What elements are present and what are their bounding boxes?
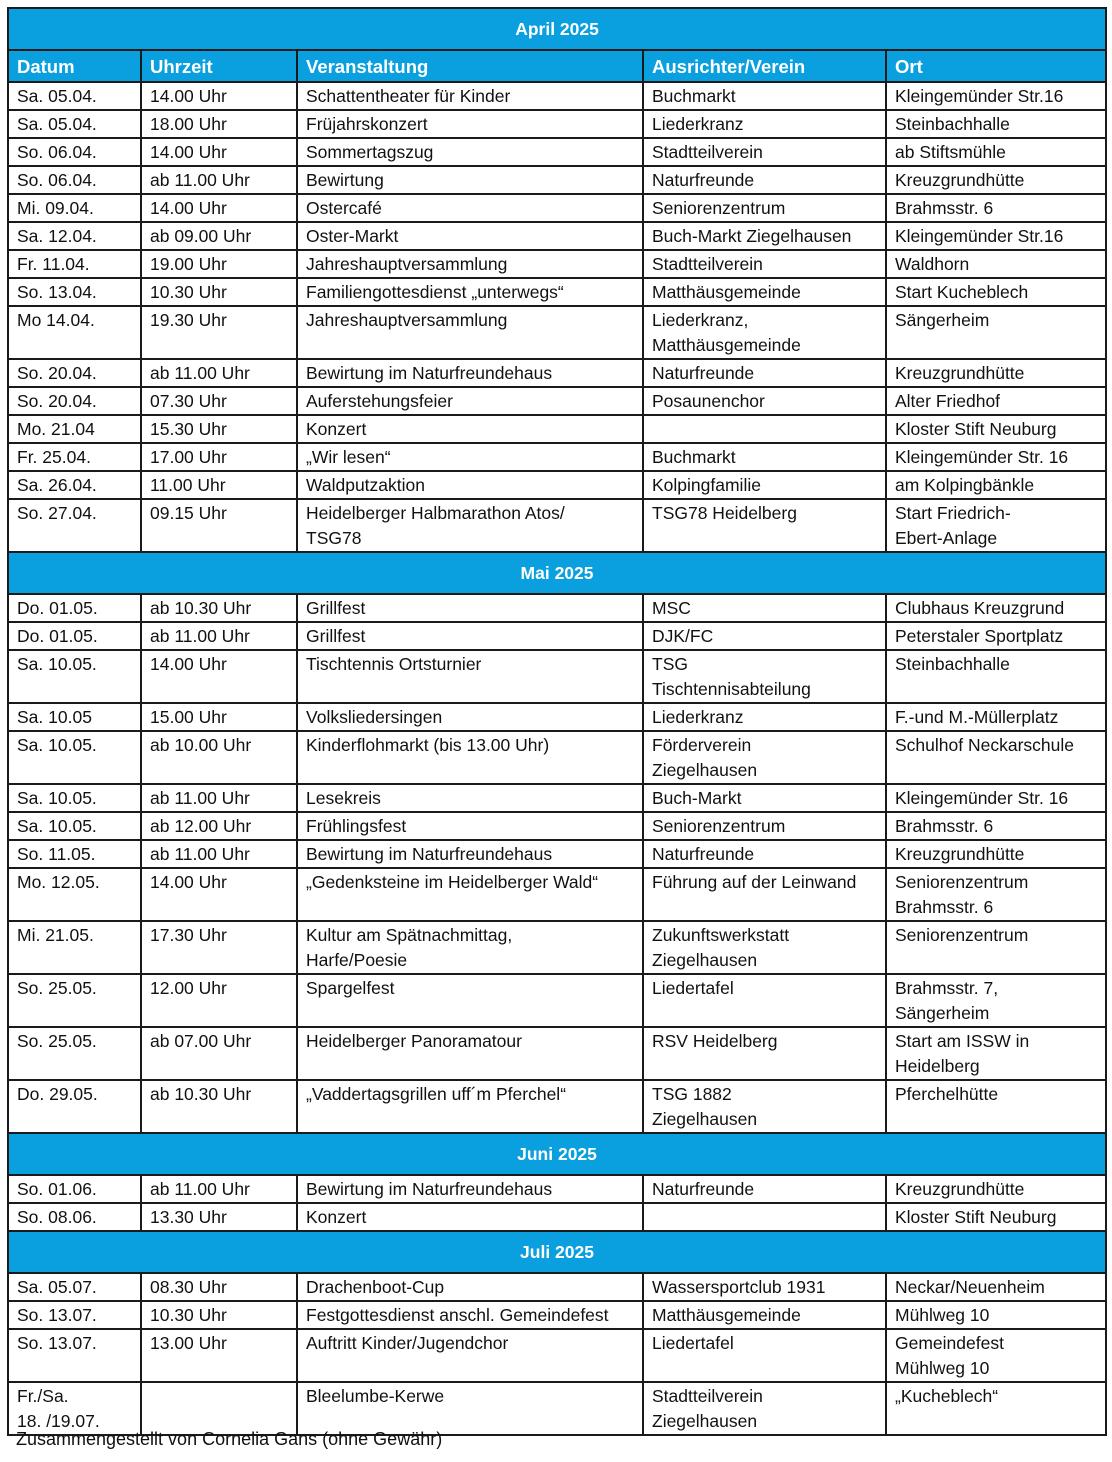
table-row (8, 387, 1106, 415)
event-cell: Ostercafé (297, 194, 643, 222)
table-row (8, 499, 1106, 552)
location-cell: Kloster Stift Neuburg (886, 415, 1106, 443)
organizer-cell: Naturfreunde (643, 840, 886, 868)
time-cell: ab 11.00 Uhr (141, 1175, 297, 1203)
date-cell: Sa. 05.04. (8, 82, 141, 110)
organizer-cell: MSC (643, 594, 886, 622)
event-cell: Auftritt Kinder/Jugendchor (297, 1329, 643, 1382)
date-cell: Mi. 21.05. (8, 921, 141, 974)
organizer-cell: Stadtteilverein Ziegelhausen (643, 1382, 886, 1435)
time-cell: 14.00 Uhr (141, 138, 297, 166)
table-row (8, 443, 1106, 471)
month-header-row (8, 8, 1106, 50)
organizer-cell: Buchmarkt (643, 82, 886, 110)
event-cell: Grillfest (297, 622, 643, 650)
time-cell: 14.00 Uhr (141, 868, 297, 921)
table-row (8, 359, 1106, 387)
location-cell: Brahmsstr. 6 (886, 194, 1106, 222)
date-cell: Fr. 11.04. (8, 250, 141, 278)
organizer-cell: Buchmarkt (643, 443, 886, 471)
table-row (8, 222, 1106, 250)
location-cell: Alter Friedhof (886, 387, 1106, 415)
location-cell: Kreuzgrundhütte (886, 1175, 1106, 1203)
column-header: Ort (886, 50, 1106, 82)
date-cell: So. 11.05. (8, 840, 141, 868)
organizer-cell: Matthäusgemeinde (643, 1301, 886, 1329)
time-cell: 15.30 Uhr (141, 415, 297, 443)
time-cell: 14.00 Uhr (141, 82, 297, 110)
event-cell: „Gedenksteine im Heidelberger Wald“ (297, 868, 643, 921)
table-row (8, 1301, 1106, 1329)
location-cell: Kleingemünder Str.16 (886, 82, 1106, 110)
date-cell: So. 13.07. (8, 1329, 141, 1382)
event-cell: Bewirtung im Naturfreundehaus (297, 359, 643, 387)
time-cell: 10.30 Uhr (141, 278, 297, 306)
table-row (8, 278, 1106, 306)
organizer-cell: Liederkranz, Matthäusgemeinde (643, 306, 886, 359)
organizer-cell: Naturfreunde (643, 359, 886, 387)
date-cell: So. 06.04. (8, 166, 141, 194)
organizer-cell: Buch-Markt Ziegelhausen (643, 222, 886, 250)
time-cell: 14.00 Uhr (141, 194, 297, 222)
month-header-row (8, 1133, 1106, 1175)
table-row (8, 1273, 1106, 1301)
month-title: Juli 2025 (8, 1231, 1106, 1273)
table-row (8, 1203, 1106, 1231)
date-cell: Sa. 10.05 (8, 703, 141, 731)
date-cell: Mi. 09.04. (8, 194, 141, 222)
date-cell: Do. 01.05. (8, 594, 141, 622)
event-cell: Kultur am Spätnachmittag, Harfe/Poesie (297, 921, 643, 974)
date-cell: Fr. 25.04. (8, 443, 141, 471)
time-cell: ab 11.00 Uhr (141, 166, 297, 194)
location-cell: am Kolpingbänkle (886, 471, 1106, 499)
time-cell: 12.00 Uhr (141, 974, 297, 1027)
event-cell: Früjahrskonzert (297, 110, 643, 138)
table-row (8, 594, 1106, 622)
table-row (8, 82, 1106, 110)
time-cell: 18.00 Uhr (141, 110, 297, 138)
column-header: Veranstaltung (297, 50, 643, 82)
location-cell: Steinbachhalle (886, 650, 1106, 703)
location-cell: Brahmsstr. 7, Sängerheim (886, 974, 1106, 1027)
event-cell: Konzert (297, 415, 643, 443)
column-header: Uhrzeit (141, 50, 297, 82)
location-cell: Schulhof Neckarschule (886, 731, 1106, 784)
organizer-cell: Naturfreunde (643, 1175, 886, 1203)
event-cell: Frühlingsfest (297, 812, 643, 840)
event-calendar-table (7, 7, 1107, 1436)
time-cell: ab 10.30 Uhr (141, 1080, 297, 1133)
table-row (8, 250, 1106, 278)
time-cell: 19.00 Uhr (141, 250, 297, 278)
table-row (8, 1382, 1106, 1435)
time-cell: ab 11.00 Uhr (141, 784, 297, 812)
organizer-cell: Liederkranz (643, 703, 886, 731)
location-cell: Kreuzgrundhütte (886, 359, 1106, 387)
date-cell: Sa. 10.05. (8, 731, 141, 784)
date-cell: So. 08.06. (8, 1203, 141, 1231)
event-cell: „Vaddertagsgrillen uff´m Pferchel“ (297, 1080, 643, 1133)
location-cell: Kleingemünder Str.16 (886, 222, 1106, 250)
table-row (8, 868, 1106, 921)
month-header-row (8, 1231, 1106, 1273)
time-cell: ab 11.00 Uhr (141, 622, 297, 650)
table-row (8, 784, 1106, 812)
table-row (8, 1027, 1106, 1080)
event-cell: Heidelberger Halbmarathon Atos/ TSG78 (297, 499, 643, 552)
time-cell: ab 09.00 Uhr (141, 222, 297, 250)
table-row (8, 166, 1106, 194)
location-cell: Kloster Stift Neuburg (886, 1203, 1106, 1231)
event-cell: Bewirtung im Naturfreundehaus (297, 1175, 643, 1203)
location-cell: Steinbachhalle (886, 110, 1106, 138)
date-cell: Mo. 21.04 (8, 415, 141, 443)
location-cell: „Kucheblech“ (886, 1382, 1106, 1435)
table-row (8, 650, 1106, 703)
event-cell: Lesekreis (297, 784, 643, 812)
date-cell: So. 13.04. (8, 278, 141, 306)
organizer-cell: Stadtteilverein (643, 138, 886, 166)
time-cell: 13.30 Uhr (141, 1203, 297, 1231)
time-cell: ab 12.00 Uhr (141, 812, 297, 840)
date-cell: So. 06.04. (8, 138, 141, 166)
date-cell: So. 25.05. (8, 1027, 141, 1080)
date-cell: Mo 14.04. (8, 306, 141, 359)
date-cell: So. 20.04. (8, 359, 141, 387)
location-cell: Kleingemünder Str. 16 (886, 443, 1106, 471)
time-cell: 09.15 Uhr (141, 499, 297, 552)
location-cell: Start Friedrich- Ebert-Anlage (886, 499, 1106, 552)
time-cell: 17.00 Uhr (141, 443, 297, 471)
event-cell: Kinderflohmarkt (bis 13.00 Uhr) (297, 731, 643, 784)
organizer-cell: Posaunenchor (643, 387, 886, 415)
organizer-cell: Wassersportclub 1931 (643, 1273, 886, 1301)
time-cell: ab 10.00 Uhr (141, 731, 297, 784)
event-cell: Drachenboot-Cup (297, 1273, 643, 1301)
time-cell: ab 07.00 Uhr (141, 1027, 297, 1080)
location-cell: Start Kucheblech (886, 278, 1106, 306)
event-cell: Volksliedersingen (297, 703, 643, 731)
location-cell: Seniorenzentrum Brahmsstr. 6 (886, 868, 1106, 921)
table-row (8, 703, 1106, 731)
column-header: Ausrichter/Verein (643, 50, 886, 82)
organizer-cell: Kolpingfamilie (643, 471, 886, 499)
event-cell: Waldputzaktion (297, 471, 643, 499)
date-cell: Sa. 05.04. (8, 110, 141, 138)
time-cell: 10.30 Uhr (141, 1301, 297, 1329)
date-cell: So. 25.05. (8, 974, 141, 1027)
date-cell: Sa. 05.07. (8, 1273, 141, 1301)
time-cell: 14.00 Uhr (141, 650, 297, 703)
event-cell: Bewirtung (297, 166, 643, 194)
organizer-cell: DJK/FC (643, 622, 886, 650)
table-row (8, 1175, 1106, 1203)
table-row (8, 921, 1106, 974)
organizer-cell (643, 415, 886, 443)
date-cell: Sa. 10.05. (8, 650, 141, 703)
date-cell: Do. 01.05. (8, 622, 141, 650)
organizer-cell: TSG 1882 Ziegelhausen (643, 1080, 886, 1133)
event-cell: Bleelumbe-Kerwe (297, 1382, 643, 1435)
location-cell: Brahmsstr. 6 (886, 812, 1106, 840)
column-header-row (8, 50, 1106, 82)
table-row (8, 306, 1106, 359)
event-cell: Auferstehungsfeier (297, 387, 643, 415)
event-cell: Sommertagszug (297, 138, 643, 166)
time-cell: ab 11.00 Uhr (141, 359, 297, 387)
organizer-cell: TSG Tischtennisabteilung (643, 650, 886, 703)
organizer-cell: Liedertafel (643, 974, 886, 1027)
date-cell: Mo. 12.05. (8, 868, 141, 921)
event-cell: Tischtennis Ortsturnier (297, 650, 643, 703)
date-cell: So. 01.06. (8, 1175, 141, 1203)
event-cell: Grillfest (297, 594, 643, 622)
organizer-cell: Seniorenzentrum (643, 812, 886, 840)
date-cell: So. 20.04. (8, 387, 141, 415)
table-row (8, 471, 1106, 499)
location-cell: Kreuzgrundhütte (886, 840, 1106, 868)
date-cell: Sa. 10.05. (8, 812, 141, 840)
event-cell: Jahreshauptversammlung (297, 306, 643, 359)
date-cell: So. 13.07. (8, 1301, 141, 1329)
event-cell: Heidelberger Panoramatour (297, 1027, 643, 1080)
organizer-cell: Buch-Markt (643, 784, 886, 812)
location-cell: Neckar/Neuenheim (886, 1273, 1106, 1301)
location-cell: F.-und M.-Müllerplatz (886, 703, 1106, 731)
table-row (8, 812, 1106, 840)
location-cell: ab Stiftsmühle (886, 138, 1106, 166)
event-cell: Festgottesdienst anschl. Gemeindefest (297, 1301, 643, 1329)
date-cell: Fr./Sa. 18. /19.07. (8, 1382, 141, 1435)
organizer-cell: Zukunftswerkstatt Ziegelhausen (643, 921, 886, 974)
table-row (8, 1329, 1106, 1382)
organizer-cell: TSG78 Heidelberg (643, 499, 886, 552)
time-cell: 11.00 Uhr (141, 471, 297, 499)
organizer-cell: Liedertafel (643, 1329, 886, 1382)
location-cell: Mühlweg 10 (886, 1301, 1106, 1329)
table-row (8, 840, 1106, 868)
organizer-cell (643, 1203, 886, 1231)
organizer-cell: Naturfreunde (643, 166, 886, 194)
month-header-row (8, 552, 1106, 594)
time-cell: 13.00 Uhr (141, 1329, 297, 1382)
organizer-cell: Stadtteilverein (643, 250, 886, 278)
location-cell: Waldhorn (886, 250, 1106, 278)
month-title: April 2025 (8, 8, 1106, 50)
location-cell: Kreuzgrundhütte (886, 166, 1106, 194)
location-cell: Kleingemünder Str. 16 (886, 784, 1106, 812)
organizer-cell: Förderverein Ziegelhausen (643, 731, 886, 784)
event-cell: Schattentheater für Kinder (297, 82, 643, 110)
location-cell: Pferchelhütte (886, 1080, 1106, 1133)
table-row (8, 1080, 1106, 1133)
date-cell: So. 27.04. (8, 499, 141, 552)
organizer-cell: RSV Heidelberg (643, 1027, 886, 1080)
date-cell: Sa. 12.04. (8, 222, 141, 250)
table-row (8, 415, 1106, 443)
time-cell: 17.30 Uhr (141, 921, 297, 974)
table-row (8, 974, 1106, 1027)
footer-note: Zusammengestellt von Cornelia Gans (ohne Gewähr) (16, 1429, 443, 1449)
table-row (8, 194, 1106, 222)
time-cell: ab 10.30 Uhr (141, 594, 297, 622)
table-row (8, 622, 1106, 650)
location-cell: Clubhaus Kreuzgrund (886, 594, 1106, 622)
month-title: Juni 2025 (8, 1133, 1106, 1175)
event-cell: Familiengottesdienst „unterwegs“ (297, 278, 643, 306)
organizer-cell: Liederkranz (643, 110, 886, 138)
time-cell: 07.30 Uhr (141, 387, 297, 415)
time-cell: 19.30 Uhr (141, 306, 297, 359)
date-cell: Sa. 10.05. (8, 784, 141, 812)
table-row (8, 138, 1106, 166)
location-cell: Seniorenzentrum (886, 921, 1106, 974)
time-cell: 08.30 Uhr (141, 1273, 297, 1301)
time-cell: 15.00 Uhr (141, 703, 297, 731)
month-title: Mai 2025 (8, 552, 1106, 594)
date-cell: Do. 29.05. (8, 1080, 141, 1133)
event-cell: Bewirtung im Naturfreundehaus (297, 840, 643, 868)
organizer-cell: Führung auf der Leinwand (643, 868, 886, 921)
organizer-cell: Seniorenzentrum (643, 194, 886, 222)
event-cell: Jahreshauptversammlung (297, 250, 643, 278)
table-row (8, 110, 1106, 138)
event-cell: Oster-Markt (297, 222, 643, 250)
event-cell: „Wir lesen“ (297, 443, 643, 471)
event-cell: Spargelfest (297, 974, 643, 1027)
organizer-cell: Matthäusgemeinde (643, 278, 886, 306)
time-cell: ab 11.00 Uhr (141, 840, 297, 868)
location-cell: Gemeindefest Mühlweg 10 (886, 1329, 1106, 1382)
column-header: Datum (8, 50, 141, 82)
time-cell (141, 1382, 297, 1435)
date-cell: Sa. 26.04. (8, 471, 141, 499)
location-cell: Sängerheim (886, 306, 1106, 359)
event-cell: Konzert (297, 1203, 643, 1231)
location-cell: Peterstaler Sportplatz (886, 622, 1106, 650)
table-row (8, 731, 1106, 784)
location-cell: Start am ISSW in Heidelberg (886, 1027, 1106, 1080)
